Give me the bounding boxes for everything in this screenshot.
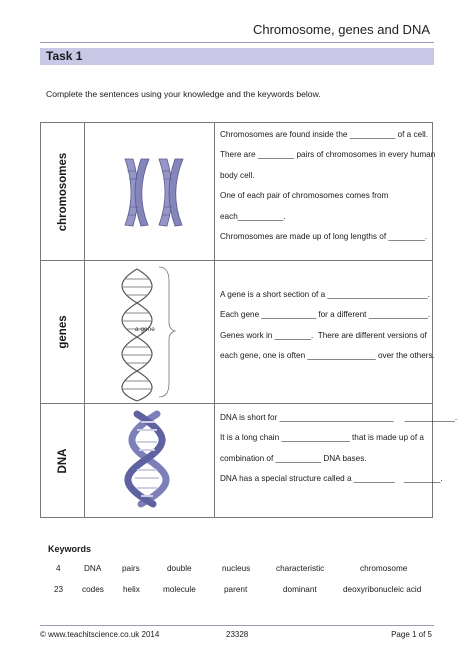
sentence: One of each pair of chromosomes comes from [220,191,389,201]
sentence: each gene, one is often _______________ over the others. [220,351,435,361]
keywords-row-1 [0,564,474,578]
keyword: chromosome [360,564,408,573]
worksheet-table [40,122,458,518]
sentence: Chromosomes are found inside the __________ of a cell. [220,130,429,139]
instructions-text: Complete the sentences using your knowledge and the keywords below. [46,89,321,99]
keyword: double [167,564,192,573]
keyword: deoxyribonucleic acid [343,585,422,594]
task-heading: Task 1 [40,48,434,65]
sentence: DNA has a special structure called a _________ ________. [220,474,443,484]
keyword: 23 [54,585,64,594]
footer-divider [40,625,434,626]
keyword: dominant [283,585,317,594]
sentence: Genes work in ________. There are different versions of [220,330,427,340]
sentence: Each gene ____________ for a different _____________. [220,310,431,320]
gene-caption: a gene [135,326,155,333]
sentence: each__________. [220,211,286,221]
chromosomes-row [41,123,436,260]
dna-label: DNA [56,448,69,473]
keyword: DNA [84,564,102,573]
page-title: Chromosome, genes and DNA [252,22,430,37]
chromosome-illustration [85,123,215,260]
sentence: body cell. [220,170,255,180]
keyword: 4 [56,564,61,573]
keyword: nucleus [222,564,251,573]
keyword: parent [224,585,248,594]
keyword: pairs [122,564,140,573]
chromosomes-label: chromosomes [56,152,69,231]
keywords-heading: Keywords [48,544,92,554]
footer-page-number: Page 1 of 5 [391,630,432,639]
header-divider [40,42,434,43]
sentence: It is a long chain _______________ that is made up of a [220,433,424,443]
sentence: DNA is short for _________________________ ___________. [220,413,458,422]
sentence: There are ________ pairs of chromosomes in every human [220,150,436,160]
footer-copyright: © www.teachitscience.co.uk 2014 [40,630,160,639]
dna-row [41,403,458,517]
chromosome-pair-icon [85,123,214,259]
sentence: A gene is a short section of a ______________________. [220,290,430,299]
keyword: molecule [163,585,196,594]
double-helix-icon [85,404,214,517]
keyword: codes [82,585,104,594]
sentence: Chromosomes are made up of long lengths of ________. [220,232,428,242]
genes-label: genes [56,315,69,349]
keyword: characteristic [276,564,325,573]
genes-sentences [215,261,435,403]
sentence: combination of __________ DNA bases. [220,453,367,463]
footer-code: 23328 [226,630,249,639]
keywords-row-2 [0,585,474,599]
dna-illustration [85,404,215,517]
keyword: helix [123,585,140,594]
chromosomes-sentences [215,123,436,260]
genes-row [41,260,435,403]
gene-illustration [85,261,215,403]
dna-sentences [215,404,458,517]
